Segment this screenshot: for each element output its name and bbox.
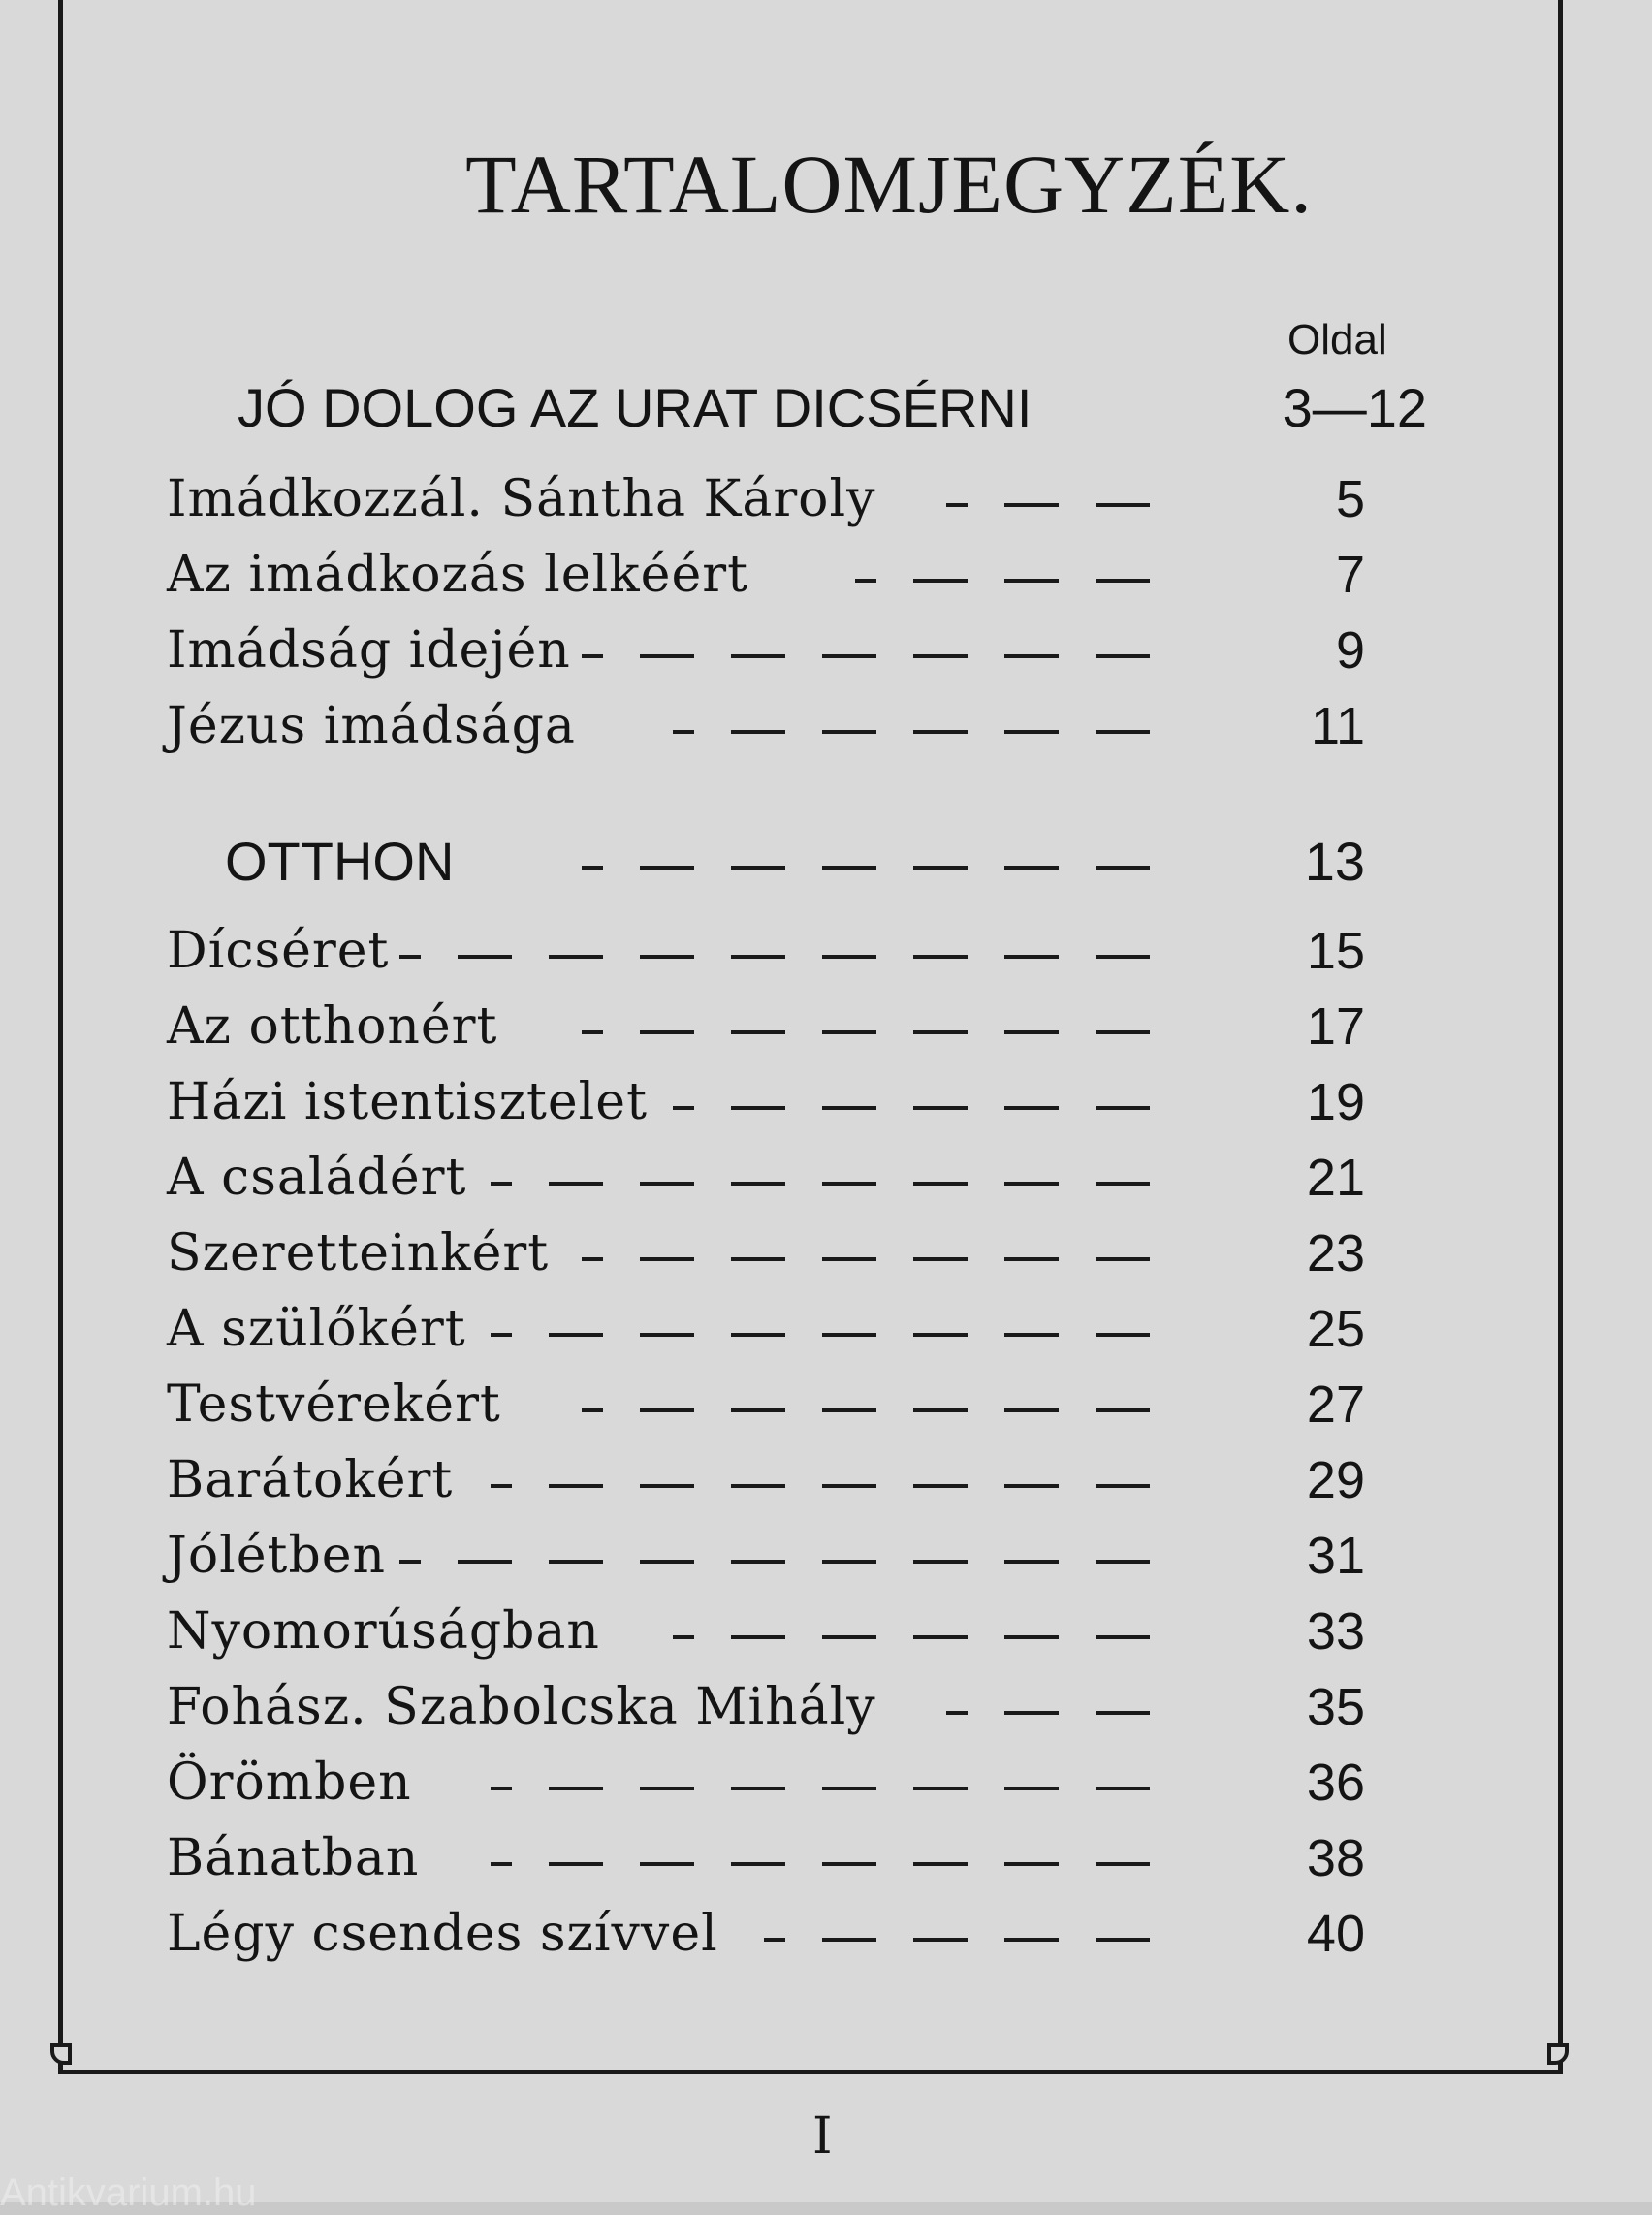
- toc-entry-label: Házi istentisztelet: [167, 1073, 648, 1131]
- toc-entry: [0, 1898, 1652, 1970]
- toc-entry: [0, 1142, 1652, 1214]
- toc-entry: [0, 539, 1652, 611]
- toc-entry: [0, 1822, 1652, 1894]
- dot-leader: [673, 1634, 1187, 1640]
- dot-leader: [399, 1559, 1187, 1565]
- toc-entry-label: Jézus imádsága: [167, 697, 576, 755]
- dot-leader: [582, 1029, 1187, 1035]
- toc-entry-page: 29: [1306, 1451, 1365, 1509]
- toc-entry-label: Bánatban: [167, 1829, 420, 1887]
- toc-entry-label: Dícséret: [167, 922, 390, 980]
- page-number: I: [812, 2107, 833, 2166]
- toc-entry: [0, 1293, 1652, 1365]
- toc-entry-page: 15: [1306, 922, 1365, 980]
- dot-leader: [582, 1408, 1187, 1413]
- toc-entry-label: A családért: [167, 1149, 467, 1207]
- toc-entry-page: 21: [1306, 1149, 1365, 1207]
- section-page-range: 13: [1304, 831, 1365, 892]
- dot-leader: [582, 1256, 1187, 1262]
- dot-leader: [582, 653, 1187, 659]
- dot-leader: [491, 1332, 1187, 1338]
- dot-leader: [673, 729, 1187, 735]
- toc-entry-label: Az imádkozás lelkéért: [167, 546, 748, 604]
- toc-entry: [0, 615, 1652, 686]
- toc-entry-page: 5: [1335, 470, 1365, 528]
- toc-entry-label: Fohász. Szabolcska Mihály: [167, 1678, 876, 1736]
- toc-entry: [0, 1596, 1652, 1667]
- toc-entry-page: 40: [1306, 1905, 1365, 1963]
- toc-entry-page: 27: [1306, 1376, 1365, 1434]
- toc-entry-label: A szülőkért: [167, 1300, 466, 1358]
- toc-entry-page: 35: [1306, 1678, 1365, 1736]
- toc-entry-label: Örömben: [167, 1754, 412, 1812]
- toc-entry: [0, 915, 1652, 987]
- dot-leader: [491, 1861, 1187, 1867]
- toc-entry-label: Szeretteinkért: [167, 1224, 550, 1282]
- toc-entry-page: 17: [1306, 997, 1365, 1056]
- watermark: Antikvarium.hu: [0, 2171, 257, 2214]
- toc-entry: [0, 1671, 1652, 1743]
- dot-leader: [946, 1710, 1187, 1716]
- toc-entry: [0, 1747, 1652, 1819]
- toc-entry-page: 9: [1335, 621, 1365, 680]
- toc-entry-label: Imádkozzál. Sántha Károly: [167, 470, 876, 528]
- section-page-range: 3—12: [1282, 377, 1427, 438]
- page-title: TARTALOMJEGYZÉK.: [465, 138, 1313, 231]
- dot-leader: [399, 954, 1187, 960]
- toc-entry-label: Légy csendes szívvel: [167, 1905, 718, 1963]
- toc-entry-label: Barátokért: [167, 1451, 454, 1509]
- toc-section-heading: [0, 372, 1652, 444]
- page-column-header: Oldal: [1287, 316, 1387, 364]
- toc-entry: [0, 1444, 1652, 1516]
- toc-entry-page: 25: [1306, 1300, 1365, 1358]
- toc-entry-page: 38: [1306, 1829, 1365, 1887]
- toc-entry-page: 11: [1310, 697, 1365, 755]
- dot-leader: [491, 1786, 1187, 1791]
- toc-entry-page: 36: [1306, 1754, 1365, 1812]
- toc-entry-label: Nyomorúságban: [167, 1602, 600, 1661]
- toc-entry-label: Imádság idején: [167, 621, 571, 680]
- toc-entry-label: Az otthonért: [167, 997, 498, 1056]
- dot-leader: [491, 1483, 1187, 1489]
- toc-entry-label: Jólétben: [167, 1527, 387, 1585]
- toc-entry-page: 23: [1306, 1224, 1365, 1282]
- toc-entry: [0, 1520, 1652, 1592]
- toc-entry: [0, 1066, 1652, 1138]
- dot-leader: [764, 1937, 1187, 1943]
- dot-leader: [855, 578, 1187, 584]
- dot-leader: [491, 1181, 1187, 1187]
- dot-leader: [582, 865, 1187, 870]
- toc-entry-page: 7: [1335, 546, 1365, 604]
- dot-leader: [946, 502, 1187, 508]
- toc-entry: [0, 463, 1652, 535]
- dot-leader: [673, 1105, 1187, 1111]
- toc-entry-page: 19: [1306, 1073, 1365, 1131]
- toc-entry-label: Testvérekért: [167, 1376, 501, 1434]
- toc-entry-page: 33: [1306, 1602, 1365, 1661]
- section-heading-label: OTTHON: [225, 831, 455, 892]
- toc-entry: [0, 1369, 1652, 1440]
- toc-entry-page: 31: [1306, 1527, 1365, 1585]
- toc-entry: [0, 991, 1652, 1062]
- toc-section-heading: [0, 826, 1652, 898]
- toc-entry: [0, 1218, 1652, 1289]
- toc-entry: [0, 690, 1652, 762]
- section-heading-label: JÓ DOLOG AZ URAT DICSÉRNI: [238, 377, 1032, 438]
